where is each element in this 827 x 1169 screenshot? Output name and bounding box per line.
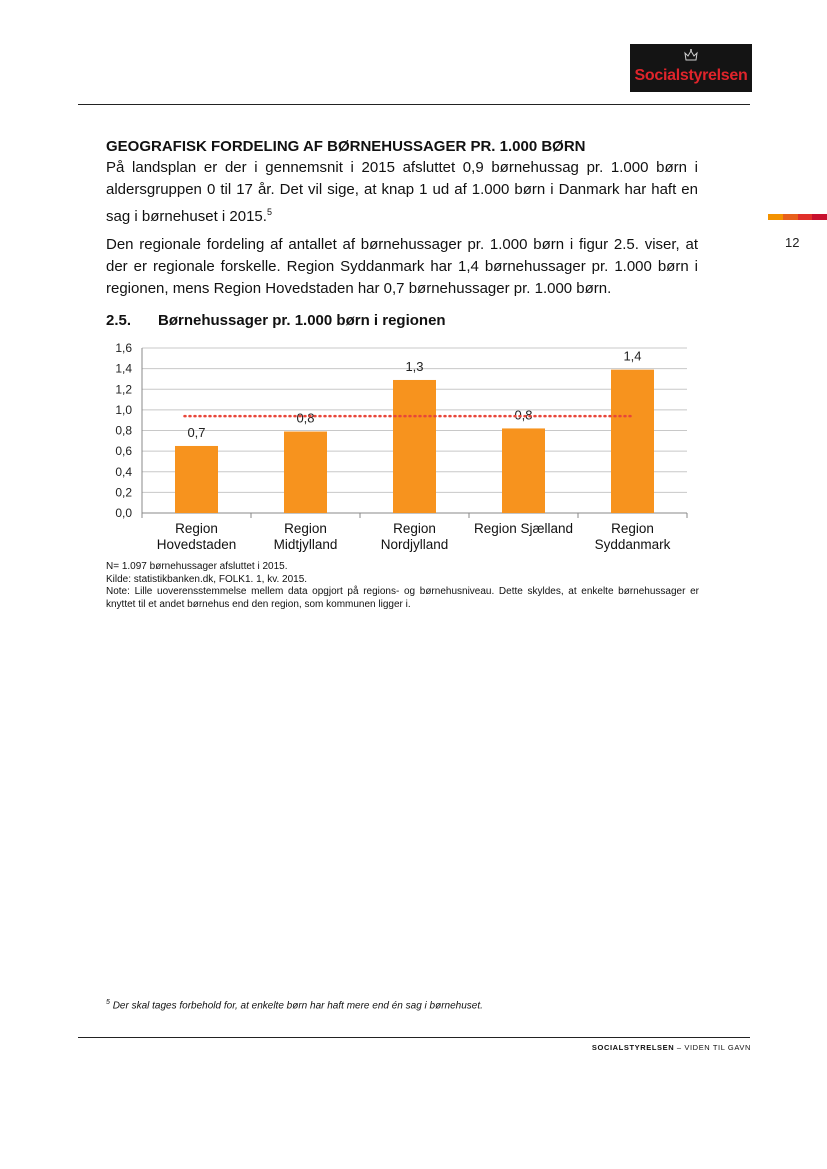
bar (175, 446, 218, 513)
footnote-ref: 5 (266, 207, 272, 217)
bar-chart (80, 338, 700, 560)
header-rule (78, 104, 750, 105)
category-label: Syddanmark (594, 537, 671, 552)
y-tick-label: 1,2 (115, 382, 132, 397)
section-heading: GEOGRAFISK FORDELING AF BØRNEHUSSAGER PR. 1.000 BØRN (106, 138, 586, 155)
y-tick-label: 0,8 (115, 423, 132, 438)
data-label: 0,8 (514, 407, 533, 423)
y-tick-label: 0,0 (115, 506, 132, 520)
category-label: Region (175, 521, 218, 536)
page-footer (592, 1043, 751, 1052)
bar (611, 370, 654, 513)
category-label: Midtjylland (273, 537, 338, 552)
y-tick-label: 0,2 (115, 485, 132, 500)
footer-brand: SOCIALSTYRELSEN (591, 1043, 675, 1052)
page-accent-bar (768, 214, 827, 220)
y-tick-label: 0,6 (115, 444, 132, 459)
bar (393, 380, 436, 513)
y-tick-label: 1,4 (115, 361, 132, 376)
footnote-marker: 5 (106, 999, 110, 1006)
y-tick-label: 1,0 (115, 402, 132, 417)
y-tick-label: 0,4 (115, 464, 132, 479)
note-source: Kilde: statistikbanken.dk, FOLK1. 1, kv. 2015. (106, 573, 308, 585)
paragraph-2: Den regionale fordeling af antallet af børnehussager pr. 1.000 børn i figur 2.5. viser, at der er regionale forskelle. Region Syddanmark har 1,4 børnehussager pr. 1.000 børn i regionen, mens Region Hovedstaden har 0,7 børnehussager pr. 1.000 børn. (106, 236, 698, 297)
category-label: Region (284, 521, 327, 536)
category-label: Nordjylland (380, 537, 449, 552)
bar (502, 428, 545, 513)
figure-notes (106, 561, 699, 611)
footnote-text: Der skal tages forbehold for, at enkelte børn har haft mere end én sag i børnehuset. (112, 1000, 483, 1012)
data-label: 1,3 (405, 358, 424, 374)
crown-icon (684, 48, 698, 62)
footnote (106, 999, 483, 1011)
socialstyrelsen-logo (630, 44, 752, 92)
category-label: Region (611, 521, 654, 536)
bar (284, 432, 327, 513)
footer-tagline: – VIDEN TIL GAVN (674, 1043, 751, 1052)
data-label: 1,4 (623, 348, 642, 364)
logo-text: Socialstyrelsen (634, 67, 748, 84)
figure-title (106, 312, 446, 329)
footer-rule (78, 1037, 750, 1038)
category-label: Region Sjælland (473, 521, 574, 536)
note-text: Note: Lille uoverensstemmelse mellem data opgjort på regions- og børnehusniveau. Dette skyldes, at enkelte børnehussager er knyttet til et andet børnehus end den region, som kommunen ligger i. (106, 586, 699, 610)
data-label: 0,7 (187, 424, 206, 440)
page-number: 12 (785, 235, 800, 250)
paragraph-1-text: På landsplan er der i gennemsnit i 2015 afsluttet 0,9 børnehussag pr. 1.000 børn i aldersgruppen 0 til 17 år. Det vil sige, at knap 1 ud af 1.000 børn i Danmark har haft en sag i børnehuset i 2015. (106, 159, 698, 225)
y-tick-label: 1,6 (115, 341, 132, 355)
figure-number: 2.5. (106, 312, 132, 329)
paragraph-1 (106, 157, 698, 228)
figure-title-text: Børnehussager pr. 1.000 børn i regionen (158, 312, 446, 329)
note-n: N= 1.097 børnehussager afsluttet i 2015. (106, 561, 288, 572)
category-label: Hovedstaden (156, 537, 237, 552)
category-label: Region (393, 521, 436, 536)
data-label: 0,8 (296, 410, 315, 426)
